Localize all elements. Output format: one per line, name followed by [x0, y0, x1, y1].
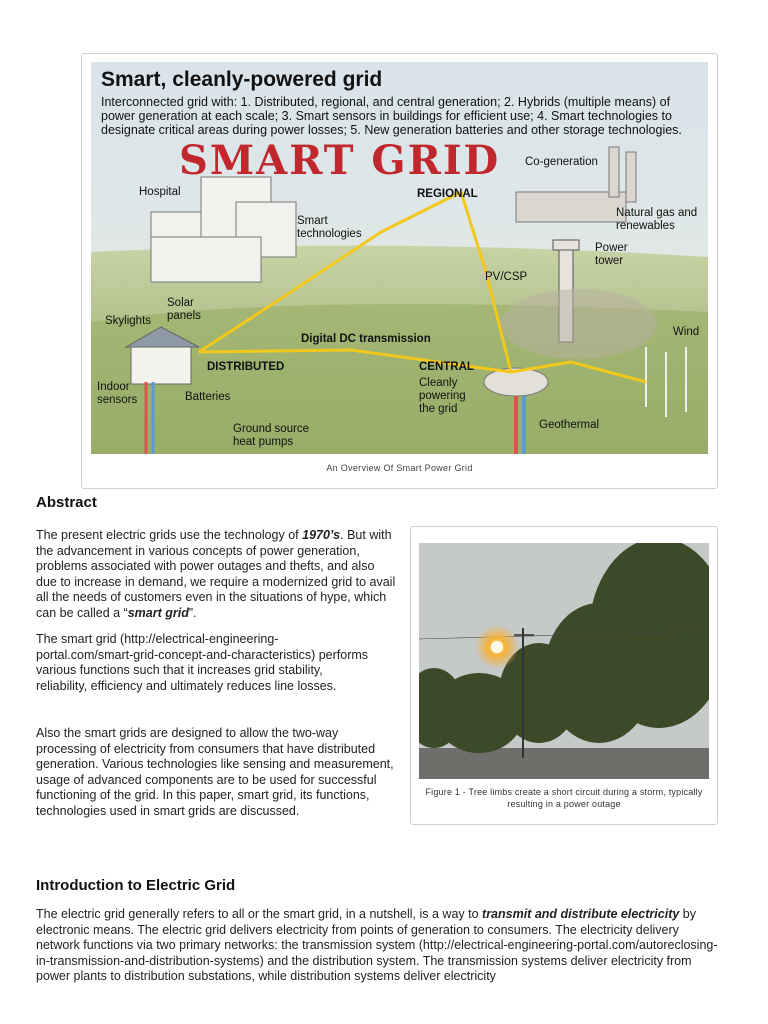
label-batteries: Batteries: [185, 391, 231, 403]
storm-figure-caption: Figure 1 - Tree limbs create a short circuit during a storm, typically resulting in a power outage: [425, 787, 703, 809]
smart-grid-figure: [81, 53, 718, 489]
abstract-p1-text-b: . But with the advancement in various concepts of power generation, problems associated with power outages and thefts, and also due to increase in demand, we require a modernized grid to avail all the needs of customers even in the situations of hype, which can be called a “: [36, 528, 396, 620]
introduction-paragraph: [36, 907, 726, 985]
abstract-paragraph-2: The smart grid (http://electrical-engineering-portal.com/smart-grid-concept-and-characteristics) performs various functions such that it increases grid stability, reliability, efficiency and ultimately reduces line losses.: [36, 632, 369, 693]
label-cleanly-powering: Cleanly powering the grid: [419, 377, 466, 415]
intro-text-b: by electronic means. The electric grid delivers electricity from points of generation to consumers. The electricity delivery network functions via two primary networks: the transmission system (http://electrical-engineering-portal.com/autoreclosing-in-transmission-and-distribution-systems) and the distribution system. The transmission systems deliver electricity from power plants to distribution substations, while distribution systems deliver electricity: [36, 907, 718, 984]
label-distributed: DISTRIBUTED: [207, 361, 285, 373]
label-digital-dc: Digital DC transmission: [301, 333, 431, 345]
abstract-paragraph-1: [36, 528, 396, 622]
intro-text-a: The electric grid generally refers to all or the smart grid, in a nutshell, is a way to: [36, 907, 483, 921]
abstract-p1-emphasis-1970s: 1970’s: [302, 528, 341, 542]
abstract-p1-text-c: ”.: [188, 605, 197, 620]
intro-emphasis: transmit and distribute electricity: [482, 907, 680, 921]
label-skylights: Skylights: [105, 315, 152, 327]
storm-photo-art: [419, 543, 709, 779]
pv-field: [501, 289, 657, 359]
smart-grid-logo: SMART GRID: [179, 137, 501, 184]
label-geothermal: Geothermal: [539, 419, 600, 431]
illustration-headline: Smart, cleanly-powered grid: [101, 68, 383, 91]
introduction-heading: Introduction to Electric Grid: [36, 877, 236, 894]
label-wind: Wind: [673, 326, 700, 338]
abstract-p1-emphasis-smart-grid: smart grid: [127, 605, 189, 620]
storm-figure: [410, 526, 718, 825]
label-central: CENTRAL: [419, 361, 474, 373]
label-regional: REGIONAL: [417, 188, 478, 200]
label-power-tower: Power tower: [595, 242, 628, 267]
label-smart-technologies: Smart technologies: [297, 215, 362, 240]
label-indoor-sensors: Indoor sensors: [97, 381, 138, 406]
label-hospital: Hospital: [139, 186, 181, 198]
abstract-p1-text-a: The present electric grids use the technology of: [36, 528, 303, 542]
label-ground-source: Ground source heat pumps: [233, 423, 310, 448]
illustration-subline: Interconnected grid with: 1. Distributed, regional, and central generation; 2. Hybrids (multiple means) of power generation at each scale; 3. Smart sensors in buildings for efficient use; 4. Smart technologies to designate critical areas during power losses; 5. New generation batteries and other storage technologies.: [101, 95, 682, 137]
figure-caption: An Overview Of Smart Power Grid: [326, 463, 473, 473]
label-solar-panels: Solar panels: [167, 297, 201, 322]
label-cogeneration: Co-generation: [525, 156, 598, 168]
storm-photo: [419, 543, 709, 779]
label-natural-gas: Natural gas and renewables: [616, 207, 698, 232]
label-pv-csp: PV/CSP: [485, 271, 528, 283]
abstract-paragraph-3: Also the smart grids are designed to allow the two-way processing of electricity from consumers that have distributed generation. Various technologies like sensing and measurement, usage of advanced components are to be used for successful functioning of the grid. In this paper, smart grid, its functions, technologies used in smart grids are discussed.: [36, 726, 394, 818]
smart-grid-illustration: [91, 62, 708, 454]
abstract-heading: Abstract: [36, 494, 97, 511]
